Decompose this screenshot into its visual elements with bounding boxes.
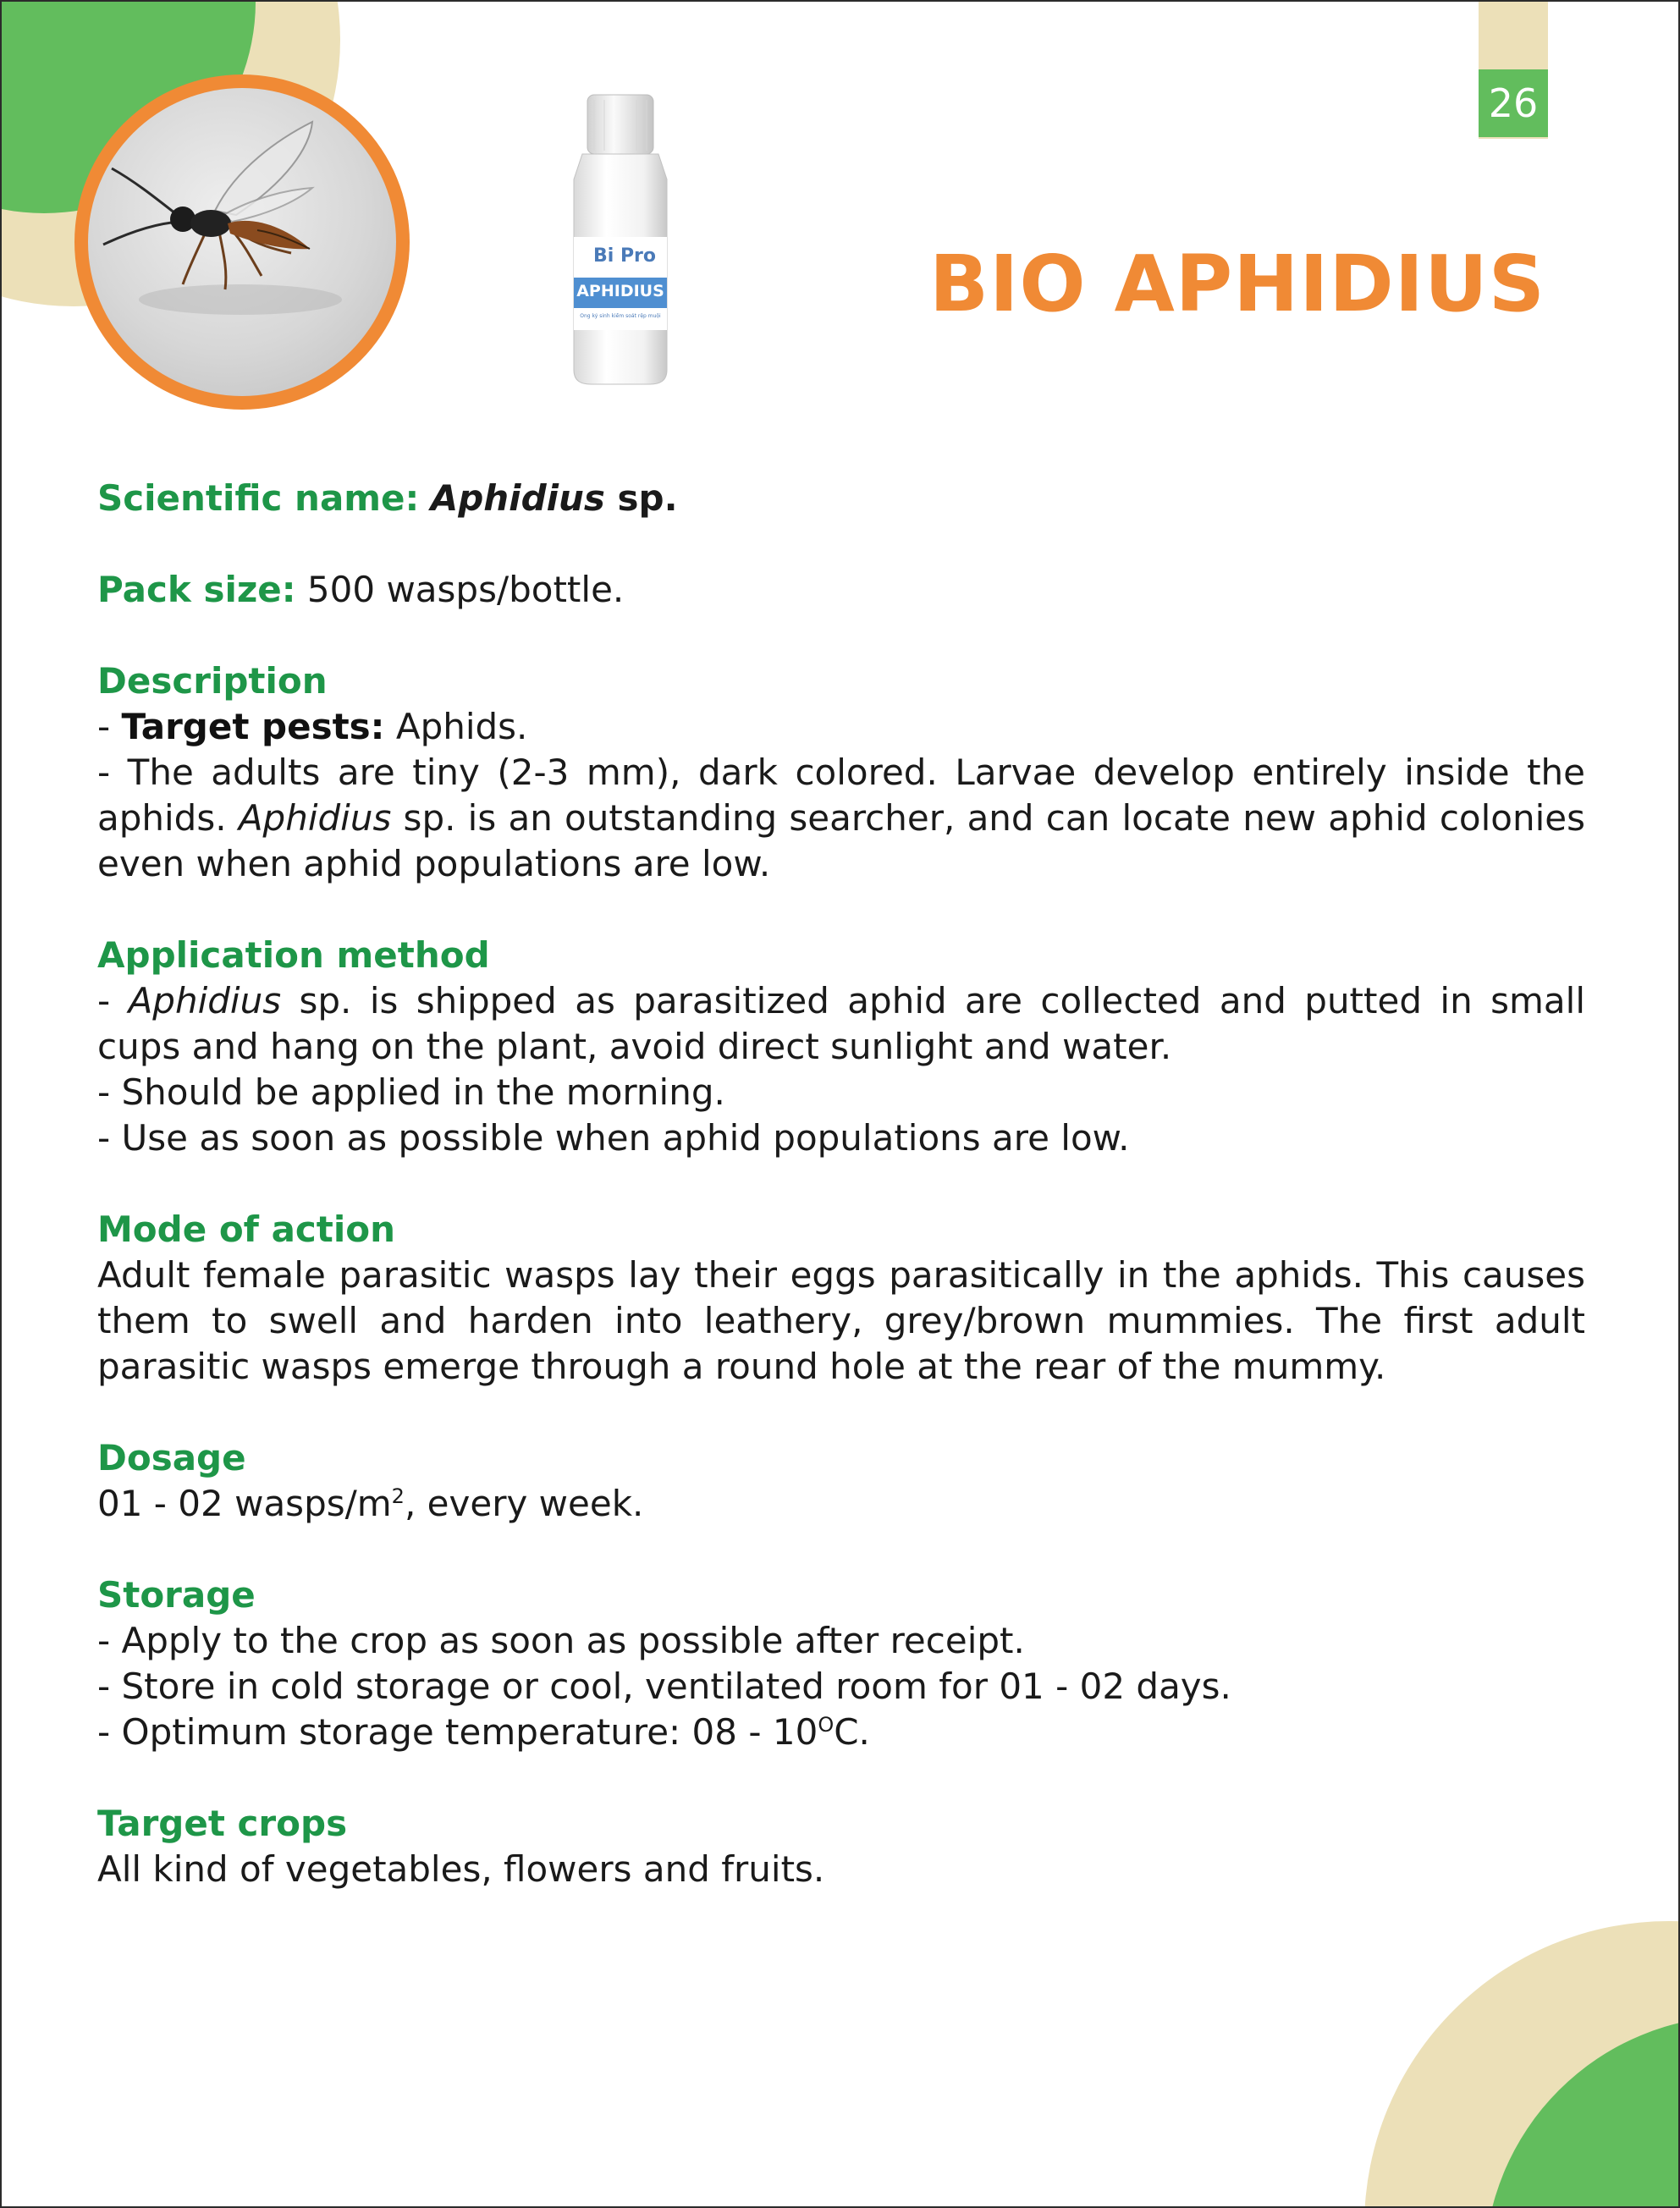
application-line-2: - Should be applied in the morning. (97, 1071, 725, 1113)
page-number: 26 (1479, 69, 1548, 137)
scientific-name-suffix: sp. (604, 477, 678, 519)
bottle-brand: Bi Pro (592, 245, 657, 267)
target-pests-value: Aphids. (384, 706, 528, 747)
target-pests-label: Target pests: (121, 706, 385, 747)
dosage-text-start: 01 - 02 wasps/m (97, 1483, 392, 1524)
scientific-name-genus: Aphidius (430, 477, 605, 519)
wasp-illustration (88, 88, 396, 396)
storage-line-3 (97, 1710, 1585, 1755)
dosage-text-end: , every week. (404, 1483, 644, 1524)
storage-heading: Storage (97, 1574, 256, 1616)
storage-line-3-start: - Optimum storage temperature: 08 - 10 (97, 1711, 818, 1753)
application-genus: Aphidius (128, 980, 282, 1021)
wasp-photo-frame (74, 74, 410, 410)
mode-heading: Mode of action (97, 1209, 396, 1250)
bottle-product-name: APHIDIUS (576, 282, 664, 300)
degree-symbol: O (818, 1713, 834, 1737)
product-bottle (557, 86, 684, 394)
crops-heading: Target crops (97, 1803, 348, 1844)
mode-text: Adult female parasitic wasps lay their eggs parasitically in the aphids. This causes them to swell and harden into leathery, grey/brown mummies. The first adult parasitic wasps emerge through a round hole at the rear of the mummy. (97, 1254, 1585, 1387)
description-heading: Description (97, 660, 328, 702)
bottle-tagline: Ong ký sinh kiểm soát rệp muội (580, 313, 661, 319)
description-text-start: - The adults are tiny (2-3 mm), dark colored. Larvae develop entirely inside the aphids. (97, 752, 1585, 839)
storage-line-3-end: C. (834, 1711, 870, 1753)
description-text (97, 750, 1585, 887)
dosage-heading: Dosage (97, 1437, 246, 1478)
page-title: BIO APHIDIUS (928, 239, 1545, 329)
application-line-3: - Use as soon as possible when aphid populations are low. (97, 1117, 1130, 1159)
crops-text: All kind of vegetables, flowers and fruits. (97, 1848, 825, 1890)
pack-size-value: 500 wasps/bottle. (295, 569, 625, 610)
description-genus: Aphidius (238, 797, 392, 839)
dosage-text (97, 1481, 1585, 1527)
scientific-name (97, 476, 1585, 521)
description-target: - Target pests: Aphids. (97, 706, 528, 747)
product-details (97, 476, 1585, 1892)
storage-line-2: - Store in cold storage or cool, ventilated room for 01 - 02 days. (97, 1666, 1231, 1707)
pack-size (97, 567, 1585, 613)
storage-line-1: - Apply to the crop as soon as possible after receipt. (97, 1620, 1025, 1661)
wasp-photo (88, 88, 396, 396)
pack-size-label: Pack size: (97, 569, 296, 610)
description-text-end: sp. is an outstanding searcher, and can locate new aphid colonies even when aphid populations are low. (97, 797, 1585, 884)
application-line-1-rest: sp. is shipped as parasitized aphid are collected and putted in small cups and hang on the plant, avoid direct sunlight and water. (97, 980, 1585, 1067)
scientific-name-label: Scientific name: (97, 477, 420, 519)
application-heading: Application method (97, 934, 490, 976)
application-line-1: - Aphidius sp. is shipped as parasitized aphid are collected and putted in small cups and hang on the plant, avoid direct sunlight and water. (97, 980, 1585, 1067)
dosage-superscript: 2 (391, 1484, 405, 1508)
